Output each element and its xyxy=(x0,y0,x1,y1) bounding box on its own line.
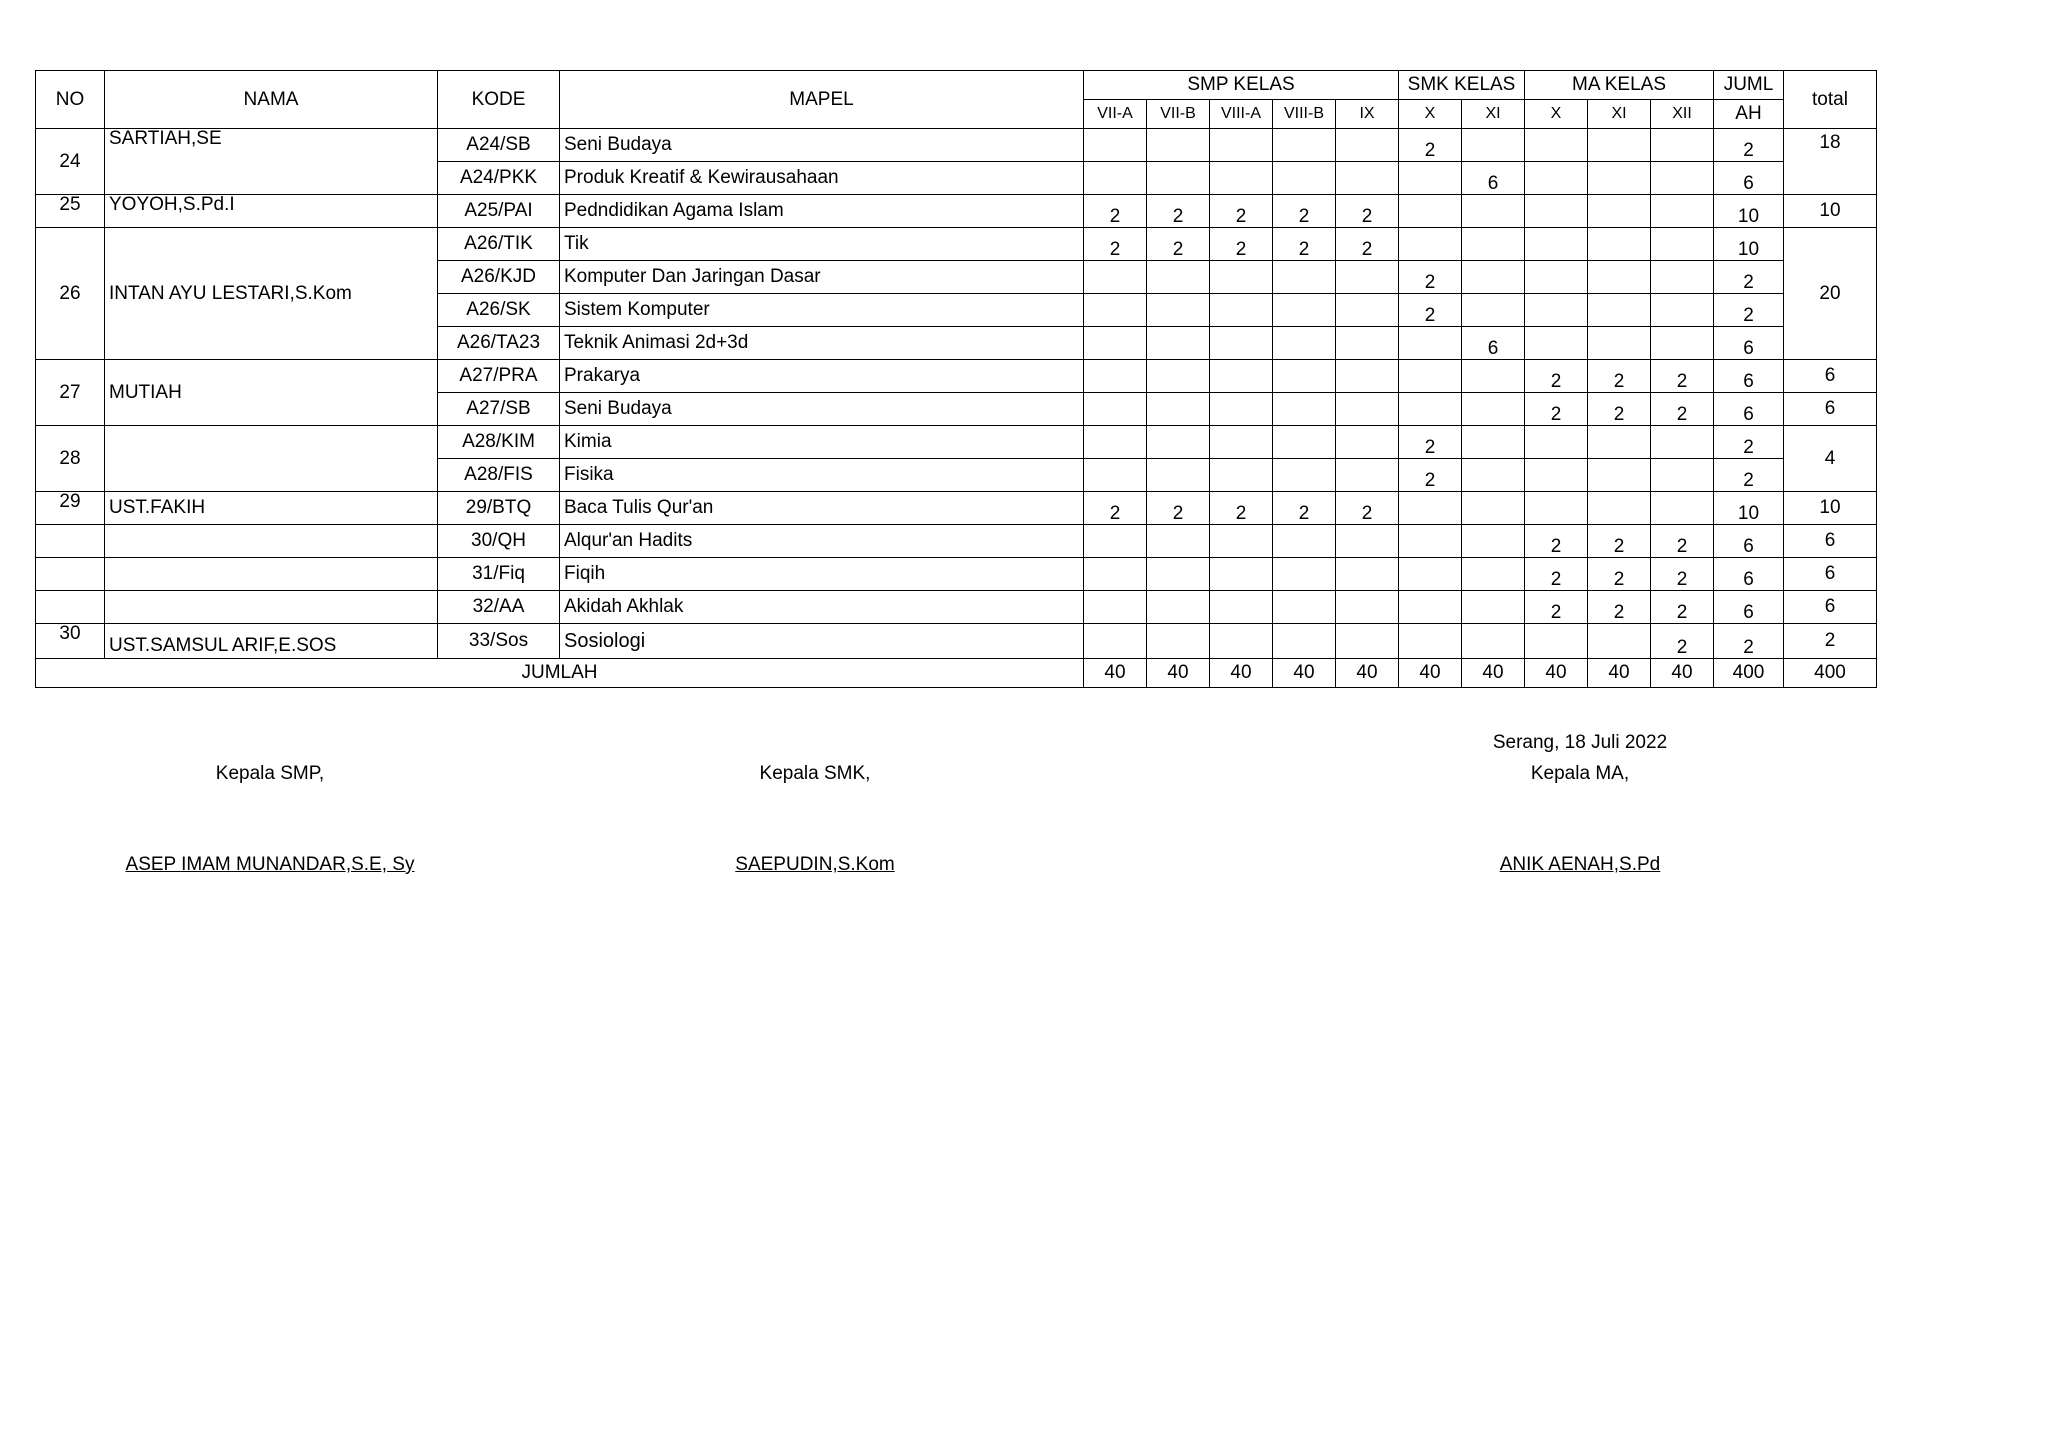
row-hours xyxy=(1588,294,1651,327)
row-kode: A26/KJD xyxy=(438,261,560,294)
row-hours xyxy=(1462,459,1525,492)
row-mapel: Prakarya xyxy=(560,360,1084,393)
row-hours xyxy=(1210,261,1273,294)
row-hours xyxy=(1588,228,1651,261)
row-hours xyxy=(1651,492,1714,525)
header-jumlah-top: JUML xyxy=(1714,71,1784,100)
row-hours xyxy=(1462,393,1525,426)
row-hours xyxy=(1273,393,1336,426)
row-hours xyxy=(1399,360,1462,393)
row-hours xyxy=(1336,459,1399,492)
row-hours: 2 xyxy=(1273,492,1336,525)
row-jumlah: 10 xyxy=(1714,195,1784,228)
row-hours: 2 xyxy=(1525,525,1588,558)
row-mapel: Sosiologi xyxy=(560,624,1084,659)
row-hours xyxy=(1336,327,1399,360)
row-hours xyxy=(1273,591,1336,624)
row-hours: 2 xyxy=(1273,195,1336,228)
row-hours xyxy=(1462,294,1525,327)
row-hours xyxy=(1588,426,1651,459)
jumlah-total: 400 xyxy=(1784,659,1877,688)
row-hours xyxy=(1210,327,1273,360)
row-hours xyxy=(1273,426,1336,459)
header-smp-col: VIII-B xyxy=(1273,100,1336,129)
row-hours xyxy=(1525,327,1588,360)
row-hours: 2 xyxy=(1651,591,1714,624)
row-kode: A27/PRA xyxy=(438,360,560,393)
row-nama xyxy=(105,591,438,624)
row-hours xyxy=(1399,162,1462,195)
row-hours xyxy=(1462,228,1525,261)
table-row xyxy=(36,591,1877,624)
row-hours: 2 xyxy=(1084,228,1147,261)
row-hours xyxy=(1273,129,1336,162)
row-hours xyxy=(1273,558,1336,591)
table-row xyxy=(36,492,1877,525)
row-hours xyxy=(1336,360,1399,393)
row-hours xyxy=(1084,393,1147,426)
row-hours: 2 xyxy=(1210,195,1273,228)
row-hours xyxy=(1084,591,1147,624)
row-hours xyxy=(1084,360,1147,393)
row-hours xyxy=(1336,393,1399,426)
row-hours xyxy=(1210,294,1273,327)
place-date: Serang, 18 Juli 2022 xyxy=(1492,732,1668,753)
header-smp-col: VIII-A xyxy=(1210,100,1273,129)
kepala-ma-signature xyxy=(1430,854,1730,876)
row-total: 10 xyxy=(1784,195,1877,228)
kepala-ma-name: ANIK AENAH,S.Pd xyxy=(1499,854,1661,875)
row-nama: SARTIAH,SE xyxy=(105,129,438,195)
row-hours xyxy=(1084,261,1147,294)
row-hours xyxy=(1336,591,1399,624)
row-hours: 2 xyxy=(1525,393,1588,426)
table-row xyxy=(36,525,1877,558)
row-hours xyxy=(1399,327,1462,360)
jumlah-cell: 40 xyxy=(1399,659,1462,688)
row-kode: 33/Sos xyxy=(438,624,560,659)
row-kode: 32/AA xyxy=(438,591,560,624)
row-hours: 6 xyxy=(1462,327,1525,360)
header-row xyxy=(36,71,1877,100)
row-hours xyxy=(1147,558,1210,591)
row-total: 6 xyxy=(1784,525,1877,558)
row-hours xyxy=(1273,261,1336,294)
row-hours xyxy=(1210,624,1273,659)
row-hours xyxy=(1399,492,1462,525)
header-smp-kelas: SMP KELAS xyxy=(1084,71,1399,100)
row-jumlah: 6 xyxy=(1714,558,1784,591)
row-hours: 2 xyxy=(1084,492,1147,525)
teaching-schedule-table xyxy=(35,70,1877,688)
row-hours xyxy=(1084,162,1147,195)
row-hours xyxy=(1462,525,1525,558)
row-hours xyxy=(1210,591,1273,624)
row-kode: A28/KIM xyxy=(438,426,560,459)
row-hours xyxy=(1462,129,1525,162)
header-smp-col: VII-A xyxy=(1084,100,1147,129)
row-mapel: Pedndidikan Agama Islam xyxy=(560,195,1084,228)
row-hours xyxy=(1651,327,1714,360)
row-hours xyxy=(1588,624,1651,659)
row-hours xyxy=(1525,459,1588,492)
row-hours: 2 xyxy=(1651,624,1714,659)
row-nama xyxy=(105,525,438,558)
row-hours xyxy=(1651,426,1714,459)
row-total: 6 xyxy=(1784,591,1877,624)
row-hours xyxy=(1084,459,1147,492)
row-hours xyxy=(1147,591,1210,624)
row-jumlah: 10 xyxy=(1714,492,1784,525)
row-hours xyxy=(1210,558,1273,591)
jumlah-cell: 40 xyxy=(1084,659,1147,688)
row-no: 26 xyxy=(36,228,105,360)
row-hours xyxy=(1273,294,1336,327)
row-hours: 2 xyxy=(1588,393,1651,426)
row-nama xyxy=(105,558,438,591)
jumlah-grand: 400 xyxy=(1714,659,1784,688)
row-hours xyxy=(1651,129,1714,162)
row-total: 18 xyxy=(1784,129,1877,195)
header-ma-col: X xyxy=(1525,100,1588,129)
jumlah-cell: 40 xyxy=(1462,659,1525,688)
row-hours xyxy=(1399,591,1462,624)
row-hours xyxy=(1651,195,1714,228)
row-hours xyxy=(1336,294,1399,327)
row-hours: 2 xyxy=(1147,492,1210,525)
header-jumlah-bottom: AH xyxy=(1714,100,1784,129)
row-kode: A27/SB xyxy=(438,393,560,426)
row-hours xyxy=(1084,327,1147,360)
kepala-smk-signature xyxy=(665,854,965,876)
row-hours xyxy=(1588,162,1651,195)
row-hours xyxy=(1273,525,1336,558)
jumlah-cell: 40 xyxy=(1273,659,1336,688)
row-hours xyxy=(1462,195,1525,228)
kepala-smk-name: SAEPUDIN,S.Kom xyxy=(735,854,895,875)
row-hours xyxy=(1525,624,1588,659)
kepala-smp-title: Kepala SMP, xyxy=(215,763,325,784)
row-hours xyxy=(1147,162,1210,195)
row-hours xyxy=(1336,624,1399,659)
row-jumlah: 2 xyxy=(1714,294,1784,327)
row-hours: 2 xyxy=(1210,492,1273,525)
row-kode: A26/TIK xyxy=(438,228,560,261)
row-total: 6 xyxy=(1784,558,1877,591)
row-jumlah: 6 xyxy=(1714,525,1784,558)
row-hours xyxy=(1651,228,1714,261)
jumlah-label: JUMLAH xyxy=(36,659,1084,688)
row-hours xyxy=(1651,261,1714,294)
row-mapel: Baca Tulis Qur'an xyxy=(560,492,1084,525)
header-ma-col: XII xyxy=(1651,100,1714,129)
row-nama: UST.FAKIH xyxy=(105,492,438,525)
row-hours xyxy=(1273,624,1336,659)
row-hours: 2 xyxy=(1651,558,1714,591)
row-total: 4 xyxy=(1784,426,1877,492)
row-hours xyxy=(1147,525,1210,558)
header-kode: KODE xyxy=(438,71,560,129)
jumlah-row xyxy=(36,659,1877,688)
row-hours: 2 xyxy=(1336,195,1399,228)
table-row xyxy=(36,360,1877,393)
row-hours xyxy=(1525,261,1588,294)
row-hours xyxy=(1147,261,1210,294)
row-hours: 2 xyxy=(1336,492,1399,525)
row-mapel: Produk Kreatif & Kewirausahaan xyxy=(560,162,1084,195)
row-hours xyxy=(1336,426,1399,459)
row-total: 6 xyxy=(1784,360,1877,393)
row-nama: MUTIAH xyxy=(105,360,438,426)
row-hours xyxy=(1588,129,1651,162)
row-no xyxy=(36,558,105,591)
row-hours xyxy=(1651,294,1714,327)
header-smk-kelas: SMK KELAS xyxy=(1399,71,1525,100)
row-hours xyxy=(1210,525,1273,558)
row-hours: 2 xyxy=(1588,360,1651,393)
row-hours xyxy=(1147,459,1210,492)
row-hours xyxy=(1462,360,1525,393)
row-hours xyxy=(1462,624,1525,659)
row-hours xyxy=(1525,426,1588,459)
row-hours xyxy=(1651,459,1714,492)
row-hours xyxy=(1147,129,1210,162)
row-total: 2 xyxy=(1784,624,1877,659)
row-hours: 2 xyxy=(1399,459,1462,492)
table-row xyxy=(36,558,1877,591)
row-hours xyxy=(1147,294,1210,327)
row-mapel: Teknik Animasi 2d+3d xyxy=(560,327,1084,360)
row-jumlah: 2 xyxy=(1714,261,1784,294)
kepala-ma-title: Kepala MA, xyxy=(1530,763,1630,784)
row-hours xyxy=(1462,591,1525,624)
header-nama: NAMA xyxy=(105,71,438,129)
header-smp-col: VII-B xyxy=(1147,100,1210,129)
jumlah-cell: 40 xyxy=(1651,659,1714,688)
row-hours xyxy=(1084,525,1147,558)
jumlah-cell: 40 xyxy=(1147,659,1210,688)
row-kode: A26/TA23 xyxy=(438,327,560,360)
jumlah-cell: 40 xyxy=(1210,659,1273,688)
row-hours: 2 xyxy=(1588,558,1651,591)
header-no: NO xyxy=(36,71,105,129)
row-jumlah: 2 xyxy=(1714,459,1784,492)
row-hours xyxy=(1462,426,1525,459)
table-row xyxy=(36,228,1877,261)
row-hours xyxy=(1588,492,1651,525)
row-mapel: Kimia xyxy=(560,426,1084,459)
row-hours: 2 xyxy=(1147,228,1210,261)
row-hours: 2 xyxy=(1147,195,1210,228)
row-nama xyxy=(105,426,438,492)
row-mapel: Seni Budaya xyxy=(560,129,1084,162)
row-hours xyxy=(1336,261,1399,294)
row-hours: 2 xyxy=(1525,591,1588,624)
row-jumlah: 10 xyxy=(1714,228,1784,261)
row-no: 25 xyxy=(36,195,105,228)
header-ma-kelas: MA KELAS xyxy=(1525,71,1714,100)
header-total: total xyxy=(1784,71,1877,129)
row-hours xyxy=(1525,228,1588,261)
row-hours xyxy=(1336,129,1399,162)
row-hours xyxy=(1588,195,1651,228)
row-nama: INTAN AYU LESTARI,S.Kom xyxy=(105,228,438,360)
row-hours xyxy=(1525,294,1588,327)
row-kode: 29/BTQ xyxy=(438,492,560,525)
kepala-smp-signature xyxy=(100,854,440,876)
row-total: 10 xyxy=(1784,492,1877,525)
row-hours: 2 xyxy=(1399,129,1462,162)
row-kode: A25/PAI xyxy=(438,195,560,228)
row-hours xyxy=(1084,294,1147,327)
row-hours xyxy=(1210,129,1273,162)
header-mapel: MAPEL xyxy=(560,71,1084,129)
row-jumlah: 2 xyxy=(1714,426,1784,459)
row-no: 27 xyxy=(36,360,105,426)
row-hours: 2 xyxy=(1399,426,1462,459)
row-hours xyxy=(1210,426,1273,459)
row-hours xyxy=(1462,492,1525,525)
row-kode: 31/Fiq xyxy=(438,558,560,591)
row-kode: A24/SB xyxy=(438,129,560,162)
row-hours xyxy=(1210,393,1273,426)
row-hours xyxy=(1336,162,1399,195)
row-mapel: Alqur'an Hadits xyxy=(560,525,1084,558)
jumlah-cell: 40 xyxy=(1588,659,1651,688)
row-hours xyxy=(1399,525,1462,558)
row-no xyxy=(36,591,105,624)
row-jumlah: 6 xyxy=(1714,591,1784,624)
row-hours: 2 xyxy=(1273,228,1336,261)
row-no: 24 xyxy=(36,129,105,195)
table-row xyxy=(36,624,1877,659)
row-kode: A26/SK xyxy=(438,294,560,327)
row-no: 30 xyxy=(36,624,105,659)
row-hours: 2 xyxy=(1651,393,1714,426)
row-kode: A24/PKK xyxy=(438,162,560,195)
row-total: 20 xyxy=(1784,228,1877,360)
row-hours xyxy=(1084,129,1147,162)
row-mapel: Sistem Komputer xyxy=(560,294,1084,327)
kepala-smk-title: Kepala SMK, xyxy=(759,763,871,784)
row-hours xyxy=(1210,360,1273,393)
row-hours xyxy=(1399,195,1462,228)
header-smp-col: IX xyxy=(1336,100,1399,129)
row-hours xyxy=(1147,327,1210,360)
row-no: 29 xyxy=(36,492,105,525)
row-mapel: Komputer Dan Jaringan Dasar xyxy=(560,261,1084,294)
row-hours: 2 xyxy=(1084,195,1147,228)
row-hours: 2 xyxy=(1336,228,1399,261)
table-row xyxy=(36,129,1877,162)
row-hours: 2 xyxy=(1399,294,1462,327)
row-hours xyxy=(1336,558,1399,591)
row-hours: 2 xyxy=(1210,228,1273,261)
table-row xyxy=(36,195,1877,228)
row-nama: YOYOH,S.Pd.I xyxy=(105,195,438,228)
row-hours xyxy=(1525,162,1588,195)
header-smk-col: XI xyxy=(1462,100,1525,129)
row-mapel: Tik xyxy=(560,228,1084,261)
table-row xyxy=(36,426,1877,459)
row-hours xyxy=(1651,162,1714,195)
jumlah-cell: 40 xyxy=(1525,659,1588,688)
header-smk-col: X xyxy=(1399,100,1462,129)
row-jumlah: 6 xyxy=(1714,162,1784,195)
row-no: 28 xyxy=(36,426,105,492)
row-hours: 2 xyxy=(1525,360,1588,393)
row-hours: 2 xyxy=(1399,261,1462,294)
row-hours: 2 xyxy=(1651,360,1714,393)
row-hours xyxy=(1525,195,1588,228)
row-hours xyxy=(1147,360,1210,393)
row-hours xyxy=(1084,624,1147,659)
row-hours xyxy=(1462,261,1525,294)
row-hours xyxy=(1273,360,1336,393)
row-hours xyxy=(1273,327,1336,360)
row-hours xyxy=(1210,459,1273,492)
row-hours xyxy=(1336,525,1399,558)
row-hours xyxy=(1273,162,1336,195)
row-hours xyxy=(1147,393,1210,426)
jumlah-cell: 40 xyxy=(1336,659,1399,688)
row-jumlah: 6 xyxy=(1714,327,1784,360)
row-nama: UST.SAMSUL ARIF,E.SOS xyxy=(105,624,438,659)
row-no xyxy=(36,525,105,558)
row-jumlah: 6 xyxy=(1714,393,1784,426)
row-hours xyxy=(1084,426,1147,459)
row-hours: 6 xyxy=(1462,162,1525,195)
row-kode: 30/QH xyxy=(438,525,560,558)
row-hours: 2 xyxy=(1588,591,1651,624)
row-hours xyxy=(1588,327,1651,360)
row-hours xyxy=(1147,426,1210,459)
row-hours xyxy=(1147,624,1210,659)
row-hours xyxy=(1399,558,1462,591)
row-jumlah: 2 xyxy=(1714,129,1784,162)
row-hours xyxy=(1588,261,1651,294)
table-body xyxy=(36,129,1877,688)
row-total: 6 xyxy=(1784,393,1877,426)
row-hours xyxy=(1399,624,1462,659)
kepala-smp-name: ASEP IMAM MUNANDAR,S.E, Sy xyxy=(125,854,415,875)
row-hours xyxy=(1525,129,1588,162)
row-hours xyxy=(1462,558,1525,591)
row-jumlah: 6 xyxy=(1714,360,1784,393)
row-hours xyxy=(1399,393,1462,426)
row-hours xyxy=(1399,228,1462,261)
row-mapel: Fiqih xyxy=(560,558,1084,591)
row-hours xyxy=(1210,162,1273,195)
row-hours: 2 xyxy=(1651,525,1714,558)
row-kode: A28/FIS xyxy=(438,459,560,492)
row-mapel: Seni Budaya xyxy=(560,393,1084,426)
row-hours xyxy=(1525,492,1588,525)
row-hours: 2 xyxy=(1588,525,1651,558)
row-hours: 2 xyxy=(1525,558,1588,591)
row-hours xyxy=(1084,558,1147,591)
row-jumlah: 2 xyxy=(1714,624,1784,659)
row-hours xyxy=(1273,459,1336,492)
row-mapel: Fisika xyxy=(560,459,1084,492)
row-mapel: Akidah Akhlak xyxy=(560,591,1084,624)
row-hours xyxy=(1588,459,1651,492)
header-ma-col: XI xyxy=(1588,100,1651,129)
